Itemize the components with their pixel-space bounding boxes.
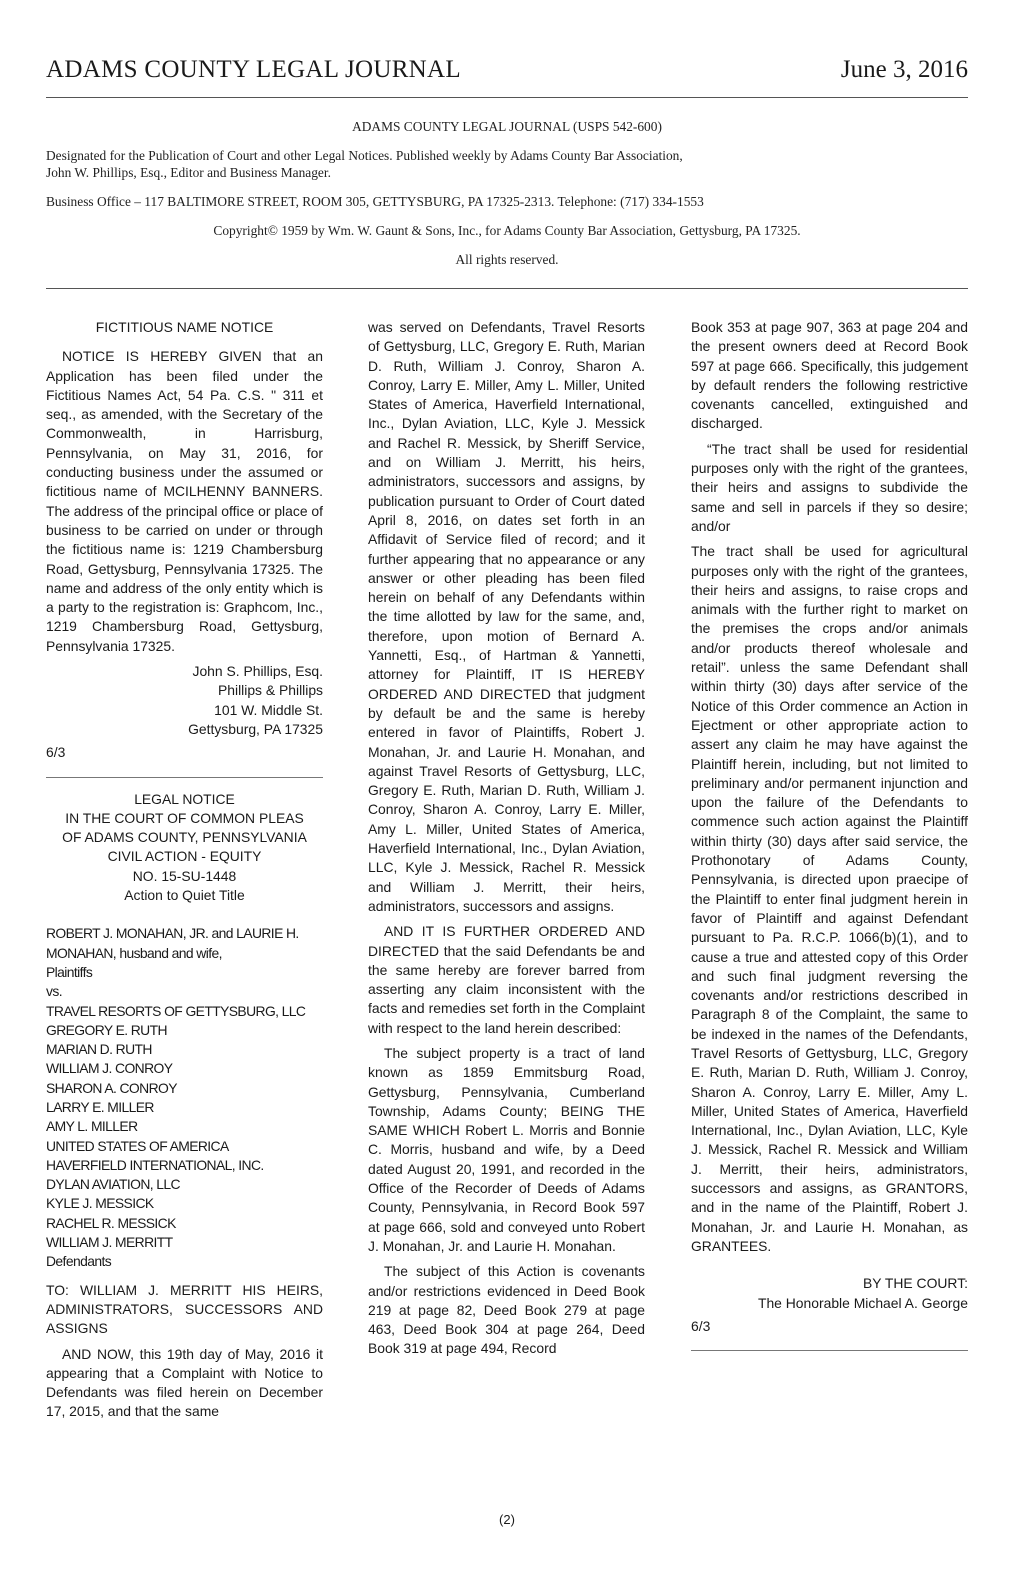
signature-firm: Phillips & Phillips (218, 682, 323, 699)
notice2-date-code: 6/3 (691, 1317, 711, 1334)
defendant-item: RACHEL R. MESSICK (46, 1214, 176, 1231)
column-1 (46, 318, 323, 1422)
county-heading: OF ADAMS COUNTY, PENNSYLVANIA (62, 829, 307, 846)
defendant-item: HAVERFIELD INTERNATIONAL, INC. (46, 1156, 264, 1173)
signature-attorney: John S. Phillips, Esq. (192, 663, 323, 680)
defendants-label: Defendants (46, 1253, 112, 1270)
defendant-item: WILLIAM J. MERRITT (46, 1234, 173, 1251)
notice-divider (46, 777, 323, 778)
action-title: Action to Quiet Title (124, 887, 245, 904)
legal-notice-heading: LEGAL NOTICE (134, 790, 235, 807)
court-heading: IN THE COURT OF COMMON PLEAS (65, 809, 304, 826)
by-the-court: BY THE COURT: (863, 1275, 968, 1292)
masthead-business-office: Business Office – 117 BALTIMORE STREET, ROOM 305, GETTYSBURG, PA 17325-2313. Telephone: (717) 334-1553 (46, 194, 704, 209)
masthead-rights: All rights reserved. (455, 252, 559, 267)
covenants-paragraph: The subject of this Action is covenants and/or restrictions evidenced in Deed Book 219 at page 82, Deed Book 279 at page 463, Deed Book 304 at page 264, Deed Book 319 at page 494, Record (368, 1263, 645, 1357)
page-header (46, 56, 968, 90)
covenants-paragraph-continued: Book 353 at page 907, 363 at page 204 and the present owners deed at Record Book 597 at page 666. Specifically, this judgement by default renders the following restrictive covenants cancelled, extinguished and discharged. (691, 319, 968, 432)
fictitious-name-body: NOTICE IS HEREBY GIVEN that an Application has been filed under the Fictitious Names Act, 54 Pa. C.S. " 311 et seq., as amended, with the Secretary of the Commonwealth, in Harrisburg, Pennsylvania, on May 31, 2016, for conducting business under the assumed or fictitious name of MCILHENNY BANNERS. The address of the principal office or place of business to be carried on under or through the fictitious name is: 1219 Chambersburg Road, Gettysburg, Pennsylvania 17325. The name and address of the only entity which is a party to the registration is: Graphcom, Inc., 1219 Chambersburg Road, Gettysburg, Pennsylvania 17325. (46, 348, 323, 654)
fictitious-name-heading: FICTITIOUS NAME NOTICE (95, 319, 274, 335)
masthead-editor: John W. Phillips, Esq., Editor and Business Manager. (46, 165, 331, 180)
header-divider (46, 97, 968, 98)
restriction-quote-2: The tract shall be used for agricultural purposes only with the right of the grantees, their heirs and assigns, to raise crops and animals with the further right to market on the premises the crops and/or animals and/or products thereof wholesale and retail”. unless the same Defendant shall within thirty (30) days after service of the Notice of this Order commence an Action in Ejectment or other appropriate action to assert any claim he may have against the Plaintiff herein, including, but not limited to preliminary and/or permanent injunction and upon the failure of the Defendants to commence such action against the Plaintiff within thirty (30) days after said service, the Prothonotary of Adams County, Pennsylvania, is directed upon praecipe of the Plaintiff to enter final judgment herein in favor of Plaintiff and against Defendant pursuant to Pa. R.C.P. 1066(b)(1), and to cause a true and attested copy of this Order and such final judgment reversing the covenants and/or restrictions described in Paragraph 8 of the Complaint, the same to be indexed in the names of the Defendants, Travel Resorts of Gettysburg, LLC, Gregory E. Ruth, Marian D. Ruth, William J. Conroy, Sharon A. Conroy, Larry E. Miller, Amy L. Miller, United States of America, Haverfield International, Inc., Dylan Aviation, LLC, Kyle J. Messick, Rachel R. Messick and William J. Merritt, their heirs, administrators, successors and assigns, as GRANTORS, and in the name of the Plaintiff, Robert J. Monahan, Jr. and Laurie H. Monahan, as GRANTEES. (691, 543, 968, 1254)
defendant-item: AMY L. MILLER (46, 1118, 138, 1135)
journal-page (46, 0, 968, 1583)
order-paragraph-1-continued: was served on Defendants, Travel Resorts of Gettysburg, LLC, Gregory E. Ruth, Marian D. Ruth, William J. Conroy, Sharon A. Conroy, Larry E. Miller, Amy L. Miller, United States of America, Haverfield International, Inc., Dylan Aviation, LLC, Kyle J. Messick and Rachel R. Messick, by Sheriff Service, and on William J. Merritt, his heirs, administrators, successors and assigns, by publication pursuant to Order of Court dated April 8, 2016, on dates set forth in an Affidavit of Service filed of record; and it further appearing that no appearance or any answer or other pleading has been filed herein on behalf of any Defendants within the time allotted by law for the same, and, therefore, upon motion of Bernard A. Yannetti, Esq., of Hartman & Yannetti, attorney for Plaintiff, IT IS HEREBY ORDERED AND DIRECTED that judgment by default be and the same is hereby entered in favor of Plaintiffs, Robert J. Monahan, Jr. and Laurie H. Monahan, and against Travel Resorts of Gettysburg, LLC, Gregory E. Ruth, Marian D. Ruth, William J. Conroy, Sharon A. Conroy, Larry E. Miller, Amy L. Miller, United States of America, Haverfield International, Inc., Dylan Aviation, LLC, Kyle J. Messick, Rachel R. Messick and William J. Merritt, their heirs, administrators, successors and assigns. (368, 319, 645, 914)
judge-name: The Honorable Michael A. George (757, 1294, 968, 1311)
restriction-quote-1: “The tract shall be used for residential purposes only with the right of the grantees, their heirs and assigns to subdivide the same and sell in parcels if they so desire; and/or (691, 440, 968, 534)
masthead-divider (46, 288, 968, 289)
end-divider (691, 1350, 968, 1351)
order-paragraph-2: AND IT IS FURTHER ORDERED AND DIRECTED that the said Defendants be and the same hereby are forever barred from asserting any claim inconsistent with the facts and remedies set forth in the Complaint with respect to the land herein described: (368, 923, 645, 1036)
plaintiffs-label: Plaintiffs (46, 963, 93, 980)
defendant-item: TRAVEL RESORTS OF GETTYSBURG, LLC (46, 1002, 306, 1019)
action-type-heading: CIVIL ACTION - EQUITY (107, 848, 262, 865)
defendant-item: MARIAN D. RUTH (46, 1041, 152, 1058)
issue-date: June 3, 2016 (840, 56, 968, 83)
defendant-item: SHARON A. CONROY (46, 1079, 177, 1096)
masthead-copyright: Copyright© 1959 by Wm. W. Gaunt & Sons, Inc., for Adams County Bar Association, Gettysburg, PA 17325. (213, 223, 801, 238)
versus-label: vs. (46, 983, 62, 1000)
defendant-item: DYLAN AVIATION, LLC (46, 1176, 180, 1193)
defendant-item: GREGORY E. RUTH (46, 1021, 167, 1038)
masthead-title: ADAMS COUNTY LEGAL JOURNAL (USPS 542-600) (352, 119, 662, 134)
plaintiffs-names: ROBERT J. MONAHAN, JR. and LAURIE H. MONAHAN, husband and wife, (46, 925, 299, 961)
defendant-item: LARRY E. MILLER (46, 1098, 154, 1115)
signature-street: 101 W. Middle St. (214, 701, 323, 718)
defendant-item: UNITED STATES OF AMERICA (46, 1137, 229, 1154)
journal-title: ADAMS COUNTY LEGAL JOURNAL (46, 56, 461, 83)
page-number: (2) (499, 1512, 515, 1527)
to-line: TO: WILLIAM J. MERRITT HIS HEIRS, ADMINISTRATORS, SUCCESSORS AND ASSIGNS (46, 1281, 323, 1337)
masthead (46, 118, 968, 268)
defendant-item: KYLE J. MESSICK (46, 1195, 154, 1212)
notice1-date-code: 6/3 (46, 744, 66, 761)
property-description: The subject property is a tract of land known as 1859 Emmitsburg Road, Gettysburg, Pennsylvania, Cumberland Township, Adams County; BEING THE SAME WHICH Robert L. Morris and Bonnie C. Morris, husband and wife, by a Deed dated August 20, 1991, and recorded in the Office of the Recorder of Deeds of Adams County, Pennsylvania, in Record Book 597 at page 666, sold and conveyed unto Robert J. Monahan, Jr. and Laurie H. Monahan. (368, 1044, 645, 1254)
column-2 (368, 318, 645, 1359)
masthead-designation: Designated for the Publication of Court and other Legal Notices. Published weekly by Adams County Bar Association, (46, 148, 683, 163)
signature-city: Gettysburg, PA 17325 (188, 720, 323, 737)
column-3 (691, 318, 968, 1363)
defendant-item: WILLIAM J. CONROY (46, 1060, 173, 1077)
case-number: NO. 15-SU-1448 (132, 867, 237, 884)
order-paragraph-1: AND NOW, this 19th day of May, 2016 it appearing that a Complaint with Notice to Defendants was filed herein on December 17, 2015, and that the same (46, 1345, 323, 1420)
